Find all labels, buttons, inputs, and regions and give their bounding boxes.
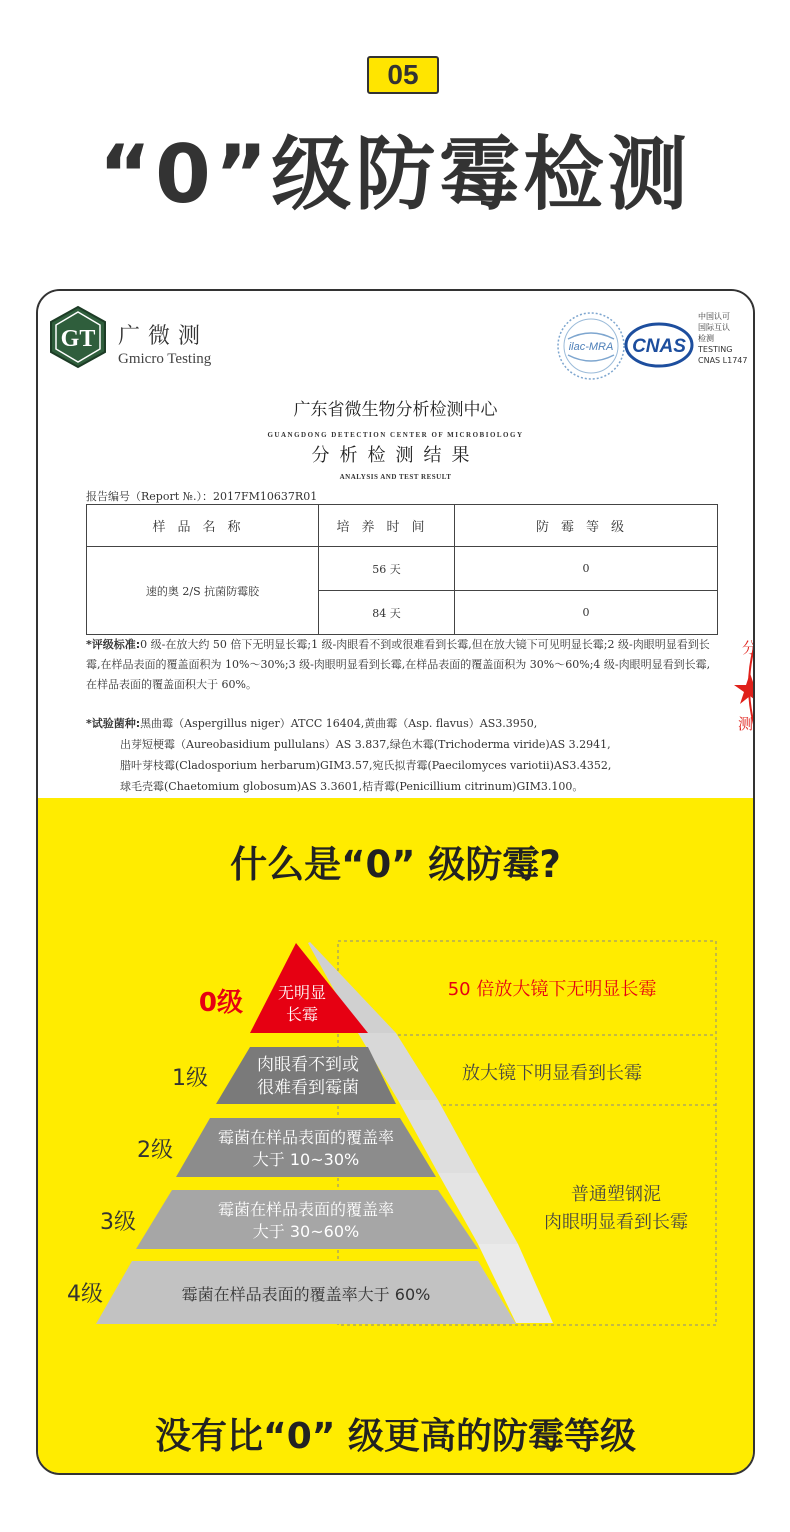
tier-3-text: 大于 30~60% — [252, 1222, 360, 1241]
strains-label: *试验菌种: — [86, 717, 141, 730]
mold-grade: 0 — [455, 547, 718, 591]
header-grade: 防霉等级 — [455, 505, 718, 547]
tier-4-text: 霉菌在样品表面的覆盖率大于 60% — [181, 1285, 431, 1304]
conclusion-title: 没有比“0” 级更高的防霉等级 — [155, 1416, 636, 1457]
tier-1-text: 很难看到霉菌 — [257, 1078, 359, 1098]
header-sample: 样品名称 — [87, 505, 319, 547]
red-seal-stamp — [728, 611, 758, 761]
desc-level-1: 放大镜下明显看到长霉 — [462, 1063, 642, 1084]
criteria-text: 0 级-在放大约 50 倍下无明显长霉;1 级-肉眼看不到或很难看到长霉,但在放大镜下可见明显长霉;2 级-肉眼明显看到长霉,在样品表面的覆盖面积为 10%～30%;3 级-肉眼明显看到长霉,在样品表面的覆盖面积为 30%～60%;4 级-肉眼明显看到长霉,在样品表面的覆盖面积大于 60%。 — [86, 638, 711, 691]
test-report — [38, 291, 758, 798]
mold-grade: 0 — [455, 591, 718, 635]
table-row — [87, 547, 718, 591]
grade-explainer — [38, 798, 753, 1473]
table-header-row — [87, 505, 718, 547]
gmicro-logo-icon — [48, 305, 108, 369]
report-card — [36, 289, 758, 1475]
cnas-logo-icon — [624, 321, 694, 369]
grading-criteria — [86, 635, 718, 695]
desc-visible-mold: 肉眼明显看到长霉 — [544, 1212, 688, 1233]
tier-1-text: 肉眼看不到或 — [257, 1055, 359, 1075]
section-number-badge: 05 — [367, 56, 439, 94]
page-title: “0”级防霉检测 — [98, 128, 692, 221]
sample-name: 速的奥 2/S 抗菌防霉胶 — [87, 547, 319, 635]
result-table — [86, 504, 718, 635]
tier-2-text: 大于 10~30% — [252, 1150, 360, 1169]
culture-time: 56 天 — [319, 547, 455, 591]
result-title-en: ANALYSIS AND TEST RESULT — [339, 473, 452, 481]
level-label-3: 3级 — [100, 1210, 136, 1235]
center-name-cn: 广东省微生物分析检测中心 — [293, 400, 498, 420]
svg-text:分: 分 — [742, 639, 758, 657]
level-label-2: 2级 — [137, 1138, 173, 1163]
center-name-en: GUANGDONG DETECTION CENTER OF MICROBIOLOGY — [267, 431, 524, 439]
header-time: 培养时间 — [319, 505, 455, 547]
tier-3-text: 霉菌在样品表面的覆盖率 — [217, 1200, 395, 1219]
culture-time: 84 天 — [319, 591, 455, 635]
grade-pyramid — [38, 938, 753, 1338]
criteria-label: *评级标准: — [86, 638, 141, 651]
svg-text:测: 测 — [738, 715, 754, 733]
report-number: 报告编号（Report №.）：2017FM10637R01 — [86, 490, 318, 503]
ilac-mra-icon — [554, 309, 628, 383]
cnas-label: CNAS — [632, 336, 686, 357]
desc-level-0: 50 倍放大镜下无明显长霉 — [447, 979, 657, 1000]
ilac-label: ilac-MRA — [568, 341, 614, 353]
tier-0-text: 长霉 — [285, 1005, 319, 1024]
cnas-accreditation-note: 中国认可 国际互认 检测 TESTING CNAS L1747 — [698, 312, 748, 365]
result-title-cn: 分析检测结果 — [311, 445, 480, 466]
test-strains: *试验菌种:黑曲霉（Aspergillus niger）ATCC 16404,黄曲霉（Asp. flavus）AS3.3950, 出芽短梗霉（Aureobasidium pullulans）AS 3.837,绿色木霉(Trichoderma viride)AS 3.2941, 腊叶芽枝霉(Cladosporium herbarum)GIM3.57,宛氏拟青霉(Paecilomyces variotii)AS3.4352, 球毛壳霉(Chaetomium globosum)AS 3.3601,桔青霉(Penicillium citrinum)GIM3.100。 — [86, 717, 612, 793]
brand-name-en: Gmicro Testing — [118, 351, 212, 367]
logo-mark: GT — [60, 326, 96, 352]
level-label-0: 0级 — [198, 988, 243, 1018]
level-label-4: 4级 — [67, 1282, 103, 1307]
tier-2-text: 霉菌在样品表面的覆盖率 — [217, 1128, 395, 1147]
desc-ordinary-product: 普通塑钢泥 — [571, 1184, 661, 1205]
explainer-question: 什么是“0” 级防霉? — [230, 843, 561, 886]
brand-name-cn: 广微测 — [118, 324, 209, 349]
tier-0-text: 无明显 — [277, 983, 327, 1002]
level-label-1: 1级 — [172, 1066, 208, 1091]
